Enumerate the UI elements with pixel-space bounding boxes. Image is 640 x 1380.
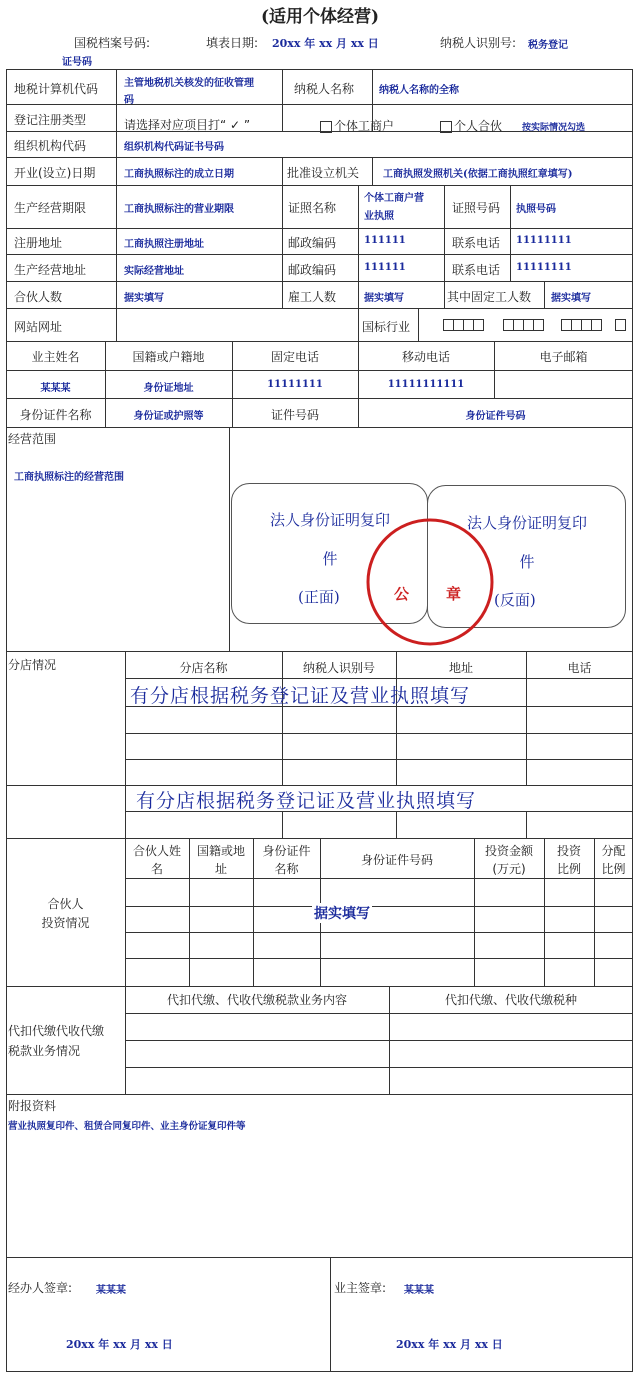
- value-op-address[interactable]: 实际经营地址: [124, 266, 184, 277]
- header-withhold-content: 代扣代缴、代收代缴税款业务内容: [166, 993, 347, 1007]
- website-input[interactable]: [118, 310, 356, 340]
- label-employee-count: 雇工人数: [288, 290, 337, 304]
- header-branch-taxid: 纳税人识别号: [302, 661, 375, 675]
- option-partnership-label: 个人合伙: [454, 119, 503, 133]
- header-partner-invest-ratio: 投资 比例: [556, 844, 581, 876]
- id-card-back-line2: 件: [519, 553, 535, 571]
- label-partner-count: 合伙人数: [14, 290, 63, 304]
- header-withhold-type: 代扣代缴、代收代缴税种: [444, 993, 577, 1007]
- form-title: (适用个体经营): [260, 7, 380, 27]
- id-card-front-line1: 法人身份证明复印: [269, 511, 390, 529]
- label-approval-authority: 批准设立机关: [287, 166, 360, 180]
- label-org-code: 组织机构代码: [14, 139, 87, 153]
- value-attachments[interactable]: 营业执照复印件、租赁合同复印件、业主身份证复印件等: [8, 1121, 246, 1132]
- value-fixed-workers[interactable]: 据实填写: [551, 293, 591, 304]
- label-taxpayer-name: 纳税人名称: [294, 82, 355, 96]
- label-branch: 分店情况: [8, 658, 57, 672]
- id-card-back-line1: 法人身份证明复印: [466, 514, 587, 532]
- id-card-front-line3: (正面): [298, 588, 340, 606]
- value-id-number[interactable]: 身份证件号码: [465, 411, 526, 422]
- taxpayer-id-value: 税务登记: [528, 40, 568, 51]
- id-card-front-line2: 件: [322, 550, 338, 568]
- label-term: 生产经营期限: [14, 201, 87, 215]
- label-postcode-1: 邮政编码: [288, 236, 337, 250]
- header-branch-address: 地址: [448, 661, 473, 675]
- label-withhold-b: 税款业务情况: [8, 1044, 81, 1058]
- value-org-code[interactable]: 组织机构代码证书号码: [124, 142, 224, 153]
- value-license-name-2: 业执照: [364, 211, 394, 222]
- header-partner-investment: 投资金额 (万元): [484, 844, 533, 876]
- label-partner-a: 合伙人: [47, 897, 84, 911]
- option-individual[interactable]: [320, 117, 394, 134]
- register-type-hint: 请选择对应项目打“ ✓ ”: [124, 118, 251, 132]
- option-individual-label: 个体工商户: [334, 119, 395, 133]
- value-agent-sign[interactable]: 某某某: [96, 1285, 126, 1296]
- archive-label: 国税档案号码:: [74, 36, 151, 50]
- value-approval-authority[interactable]: 工商执照发照机关(依据工商执照红章填写): [383, 169, 573, 180]
- seal-char-left: 公: [394, 585, 410, 603]
- label-op-address: 生产经营地址: [14, 263, 87, 277]
- label-id-type: 身份证件名称: [19, 408, 92, 422]
- partner-note: 据实填写: [312, 903, 372, 923]
- checkbox-partnership[interactable]: [440, 121, 452, 133]
- header-partner-idtype: 身份证件 名称: [262, 844, 311, 876]
- fill-date-value: 20xx 年 xx 月 xx 日: [272, 37, 379, 50]
- value-license-name[interactable]: 个体工商户营: [364, 193, 424, 204]
- value-business-scope[interactable]: 工商执照标注的经营范围: [14, 472, 124, 483]
- label-business-scope: 经营范围: [8, 432, 57, 446]
- label-fixed-workers: 其中固定工人数: [447, 290, 532, 304]
- header-branch-phone: 电话: [567, 661, 592, 675]
- taxpayer-id-value-2: 证号码: [62, 57, 92, 68]
- id-card-back-line3: (反面): [494, 591, 536, 609]
- agent-sign-date: 20xx 年 xx 月 xx 日: [66, 1338, 173, 1351]
- taxpayer-id-label: 纳税人识别号:: [440, 36, 517, 50]
- label-withhold-a: 代扣代缴代收代缴: [8, 1024, 105, 1038]
- label-industry: 国标行业: [362, 320, 411, 334]
- value-mobile[interactable]: 11111111111: [387, 379, 465, 390]
- header-fixed-phone: 固定电话: [270, 350, 319, 364]
- value-postcode-1[interactable]: 111111: [364, 235, 406, 246]
- value-owner-sign[interactable]: 某某某: [404, 1285, 434, 1296]
- label-postcode-2: 邮政编码: [288, 263, 337, 277]
- value-id-type[interactable]: 身份证或护照等: [133, 411, 204, 422]
- value-term[interactable]: 工商执照标注的营业期限: [124, 204, 234, 215]
- header-partner-idnum: 身份证件号码: [360, 853, 433, 867]
- checkbox-individual[interactable]: [320, 121, 332, 133]
- label-license-number: 证照号码: [452, 201, 501, 215]
- label-attachments: 附报资料: [8, 1099, 57, 1113]
- label-open-date: 开业(设立)日期: [14, 166, 96, 180]
- header-owner-name: 业主姓名: [31, 350, 80, 364]
- label-license-name: 证照名称: [288, 201, 337, 215]
- value-phone-2[interactable]: 11111111: [516, 262, 572, 273]
- branch-note-1: 有分店根据税务登记证及营业执照填写: [130, 685, 471, 707]
- label-phone-1: 联系电话: [452, 236, 501, 250]
- value-reg-address[interactable]: 工商执照注册地址: [124, 239, 204, 250]
- label-id-number: 证件号码: [270, 408, 319, 422]
- value-postcode-2[interactable]: 111111: [364, 262, 406, 273]
- fill-date-label: 填表日期:: [206, 36, 259, 50]
- label-reg-address: 注册地址: [14, 236, 63, 250]
- value-partner-count[interactable]: 据实填写: [124, 293, 164, 304]
- header-branch-name: 分店名称: [179, 661, 228, 675]
- label-partner-b: 投资情况: [41, 916, 90, 930]
- label-agent-sign: 经办人签章:: [8, 1281, 73, 1295]
- register-type-note: 按实际情况勾选: [522, 123, 586, 133]
- header-mobile: 移动电话: [401, 350, 450, 364]
- value-owner-name[interactable]: 某某某: [40, 383, 71, 394]
- label-website: 网站网址: [14, 320, 63, 334]
- header-partner-nationality: 国籍或地 址: [196, 844, 245, 876]
- value-open-date[interactable]: 工商执照标注的成立日期: [124, 169, 234, 180]
- owner-sign-date: 20xx 年 xx 月 xx 日: [396, 1338, 503, 1351]
- label-register-type: 登记注册类型: [14, 113, 87, 127]
- header-partner-dist-ratio: 分配 比例: [601, 844, 626, 876]
- value-fixed-phone[interactable]: 11111111: [267, 379, 323, 390]
- label-phone-2: 联系电话: [452, 263, 501, 277]
- value-license-number[interactable]: 执照号码: [516, 204, 556, 215]
- value-phone-1[interactable]: 11111111: [516, 235, 572, 246]
- branch-note-2: 有分店根据税务登记证及营业执照填写: [136, 790, 477, 812]
- value-taxpayer-name[interactable]: 纳税人名称的全称: [379, 85, 459, 96]
- value-employee-count[interactable]: 据实填写: [364, 293, 404, 304]
- header-email: 电子邮箱: [539, 350, 588, 364]
- header-nationality: 国籍或户籍地: [132, 350, 205, 364]
- value-nationality[interactable]: 身份证地址: [143, 383, 194, 394]
- value-local-tax-code[interactable]: 主管地税机关核发的征收管理: [124, 78, 254, 89]
- seal-char-right: 章: [446, 585, 462, 603]
- label-local-tax-code: 地税计算机代码: [14, 82, 99, 96]
- header-partner-name: 合伙人姓 名: [132, 844, 181, 876]
- value-local-tax-code-2: 码: [124, 95, 134, 106]
- option-partnership[interactable]: [440, 117, 502, 134]
- label-owner-sign: 业主签章:: [334, 1281, 387, 1295]
